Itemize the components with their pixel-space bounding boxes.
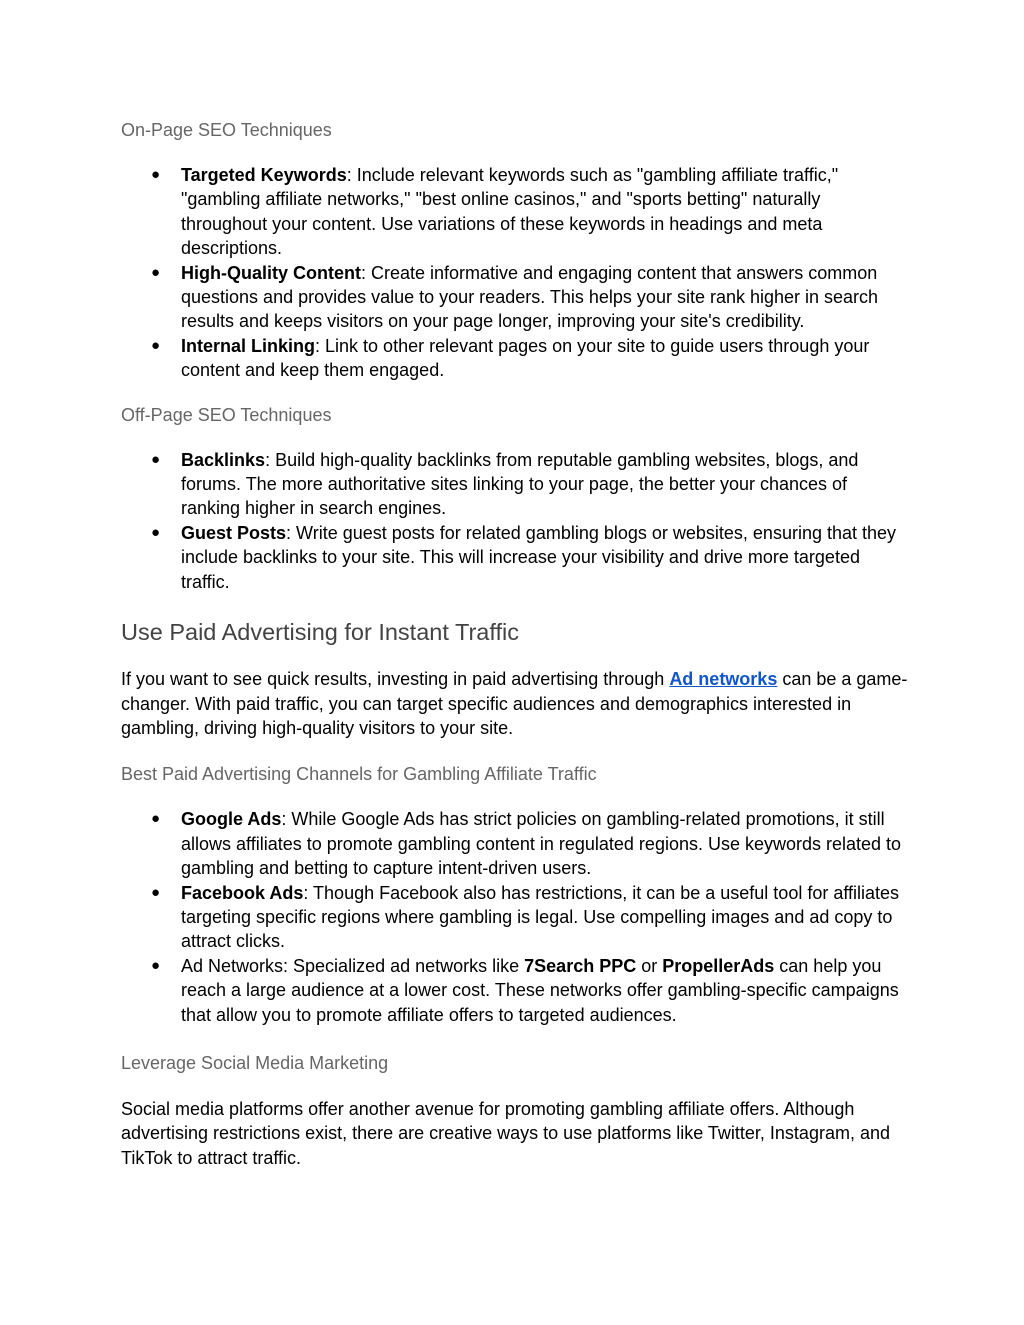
channels-list bbox=[121, 807, 911, 1027]
list-item bbox=[121, 521, 911, 594]
bullet-icon: ● bbox=[151, 450, 161, 468]
section-heading-channels: Best Paid Advertising Channels for Gambling Affiliate Traffic bbox=[121, 764, 597, 785]
section-heading-offpage: Off-Page SEO Techniques bbox=[121, 404, 332, 425]
list-item-term: High-Quality Content bbox=[181, 262, 361, 283]
paid-paragraph-text-end: can be a game-changer. With paid traffic, you can target specific audiences and demographics interested in gambling, driving high-quality visitors to your site. bbox=[121, 669, 908, 738]
section-heading-social: Leverage Social Media Marketing bbox=[121, 1052, 389, 1073]
list-item-text: : Create informative and engaging content that answers common questions and provides value to your readers. This helps your site rank higher in search results and keeps visitors on your page longer, improving your site's credibility. bbox=[181, 262, 879, 332]
list-item-text: : While Google Ads has strict policies on gambling-related promotions, it still allows affiliates to promote gambling content in regulated regions. Use keywords related to gambling and betting to capture intent-driven users. bbox=[181, 809, 902, 879]
ad-networks-link[interactable]: Ad networks bbox=[669, 669, 778, 690]
list-item-text: : Link to other relevant pages on your site to guide users through your content and keep them engaged. bbox=[181, 335, 870, 381]
list-item-text: or bbox=[636, 955, 663, 976]
bullet-icon: ● bbox=[151, 263, 161, 281]
list-item-term: Guest Posts bbox=[181, 522, 287, 543]
list-item-term: Targeted Keywords bbox=[181, 165, 347, 185]
paid-paragraph bbox=[121, 667, 911, 740]
list-item bbox=[121, 881, 911, 954]
social-paragraph: Social media platforms offer another avenue for promoting gambling affiliate offers. Although advertising restrictions exist, there are creative ways to use platforms like Twitter, Instagram, and TikTok to attract traffic. bbox=[121, 1098, 890, 1168]
list-item bbox=[121, 334, 911, 383]
list-item bbox=[121, 163, 911, 261]
list-item-text: : Include relevant keywords such as "gambling affiliate traffic," "gambling affiliate networks," "best online casinos," and "sports betting" naturally throughout your content. Use variations of these keywords in headings and meta descriptions. bbox=[181, 165, 839, 259]
list-item-term: Internal Linking bbox=[181, 335, 316, 356]
bullet-icon: ● bbox=[151, 336, 161, 354]
section-heading-paid: Use Paid Advertising for Instant Traffic bbox=[121, 619, 519, 646]
list-item-term: Google Ads bbox=[181, 809, 282, 830]
bullet-icon: ● bbox=[151, 523, 161, 541]
list-item-term: 7Search PPC bbox=[524, 955, 637, 976]
list-item-text: : Though Facebook also has restrictions, it can be a useful tool for affiliates targeting specific regions where gambling is legal. Use compelling images and ad copy to attract clicks. bbox=[181, 882, 900, 952]
bullet-icon: ● bbox=[151, 956, 161, 974]
list-item-text: : Write guest posts for related gambling blogs or websites, ensuring that they include backlinks to your site. This will increase your visibility and drive more targeted traffic. bbox=[181, 522, 897, 592]
section-heading-onpage: On-Page SEO Techniques bbox=[121, 120, 332, 140]
list-item bbox=[121, 807, 911, 880]
bullet-icon: ● bbox=[151, 166, 161, 183]
bullet-icon: ● bbox=[151, 810, 161, 828]
list-item bbox=[121, 954, 911, 1027]
offpage-list bbox=[121, 448, 911, 594]
onpage-list bbox=[121, 163, 911, 383]
list-item bbox=[121, 261, 911, 334]
list-item-term: PropellerAds bbox=[662, 955, 775, 976]
list-item-term: Backlinks bbox=[181, 449, 266, 470]
paid-paragraph-text-start: If you want to see quick results, investing in paid advertising through bbox=[121, 669, 670, 690]
list-item-term: Facebook Ads bbox=[181, 882, 304, 903]
list-item bbox=[121, 448, 911, 521]
list-item-text: can help you reach a large audience at a lower cost. These networks offer gambling-specific campaigns that allow you to promote affiliate offers to targeted audiences. bbox=[181, 955, 899, 1025]
list-item-text: : Build high-quality backlinks from reputable gambling websites, blogs, and forums. The more authoritative sites linking to your page, the better your chances of ranking higher in search engines. bbox=[181, 449, 859, 519]
list-item-text: Ad Networks: Specialized ad networks like bbox=[181, 955, 525, 976]
document-content bbox=[121, 118, 911, 1170]
bullet-icon: ● bbox=[151, 883, 161, 901]
